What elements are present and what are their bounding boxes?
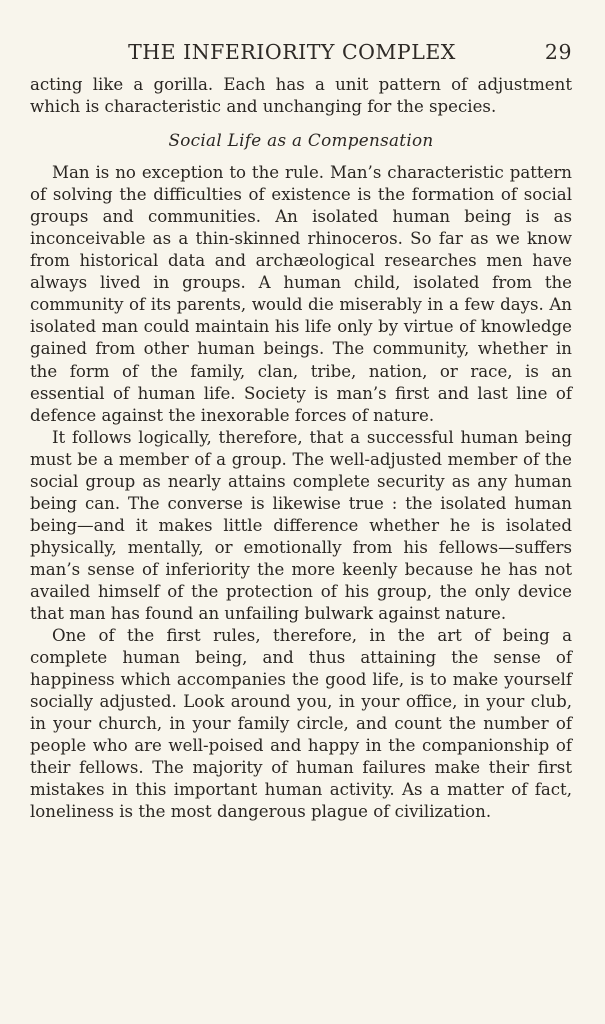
running-header: [30, 40, 572, 74]
paragraph: It follows logically, therefore, that a successful human being must be a member of a group. The well-adjusted member of the social group as nearly attains complete security as any human being can. The converse is likewise true : the isolated human being—and it makes little difference whether he is isolated physically, mentally, or emotionally from his fellows—suffers man’s sense of inferiority the more keenly because he has not availed himself of the protection of his group, the only device that man has found an unfailing bulwark against nature.: [30, 427, 572, 624]
body-text: [30, 74, 572, 824]
paragraph: One of the first rules, therefore, in the art of being a complete human being, and thus attaining the sense of happiness which accompanies the good life, is to make yourself socially adjusted. Look around you, in your office, in your club, in your church, in your family circle, and count the number of people who are well-poised and happy in the companionship of their fellows. The majority of human failures make their first mistakes in this important human activity. As a matter of fact, loneliness is the most dangerous plague of civilization.: [30, 626, 572, 822]
section-heading: Social Life as a Compensation: [168, 130, 434, 151]
paragraph-continued: acting like a gorilla. Each has a unit pattern of adjustment which is characteristic and unchanging for the species.: [30, 75, 572, 117]
running-title: THE INFERIORITY COMPLEX: [128, 40, 456, 64]
paragraph: Man is no exception to the rule. Man’s characteristic pattern of solving the difficulties of existence is the formation of social groups and communities. An isolated human being is as inconceivable as a thin-skinned rhinoceros. So far as we know from historical data and archæological researches men have always lived in groups. A human child, isolated from the community of its parents, would die miserably in a few days. An isolated man could maintain his life only by virtue of knowledge gained from other human beings. The community, whether in the form of the family, clan, tribe, nation, or race, is an essential of human life. Society is man’s first and last line of defence against the inexorable forces of nature.: [30, 163, 572, 425]
page-number: 29: [544, 40, 572, 64]
